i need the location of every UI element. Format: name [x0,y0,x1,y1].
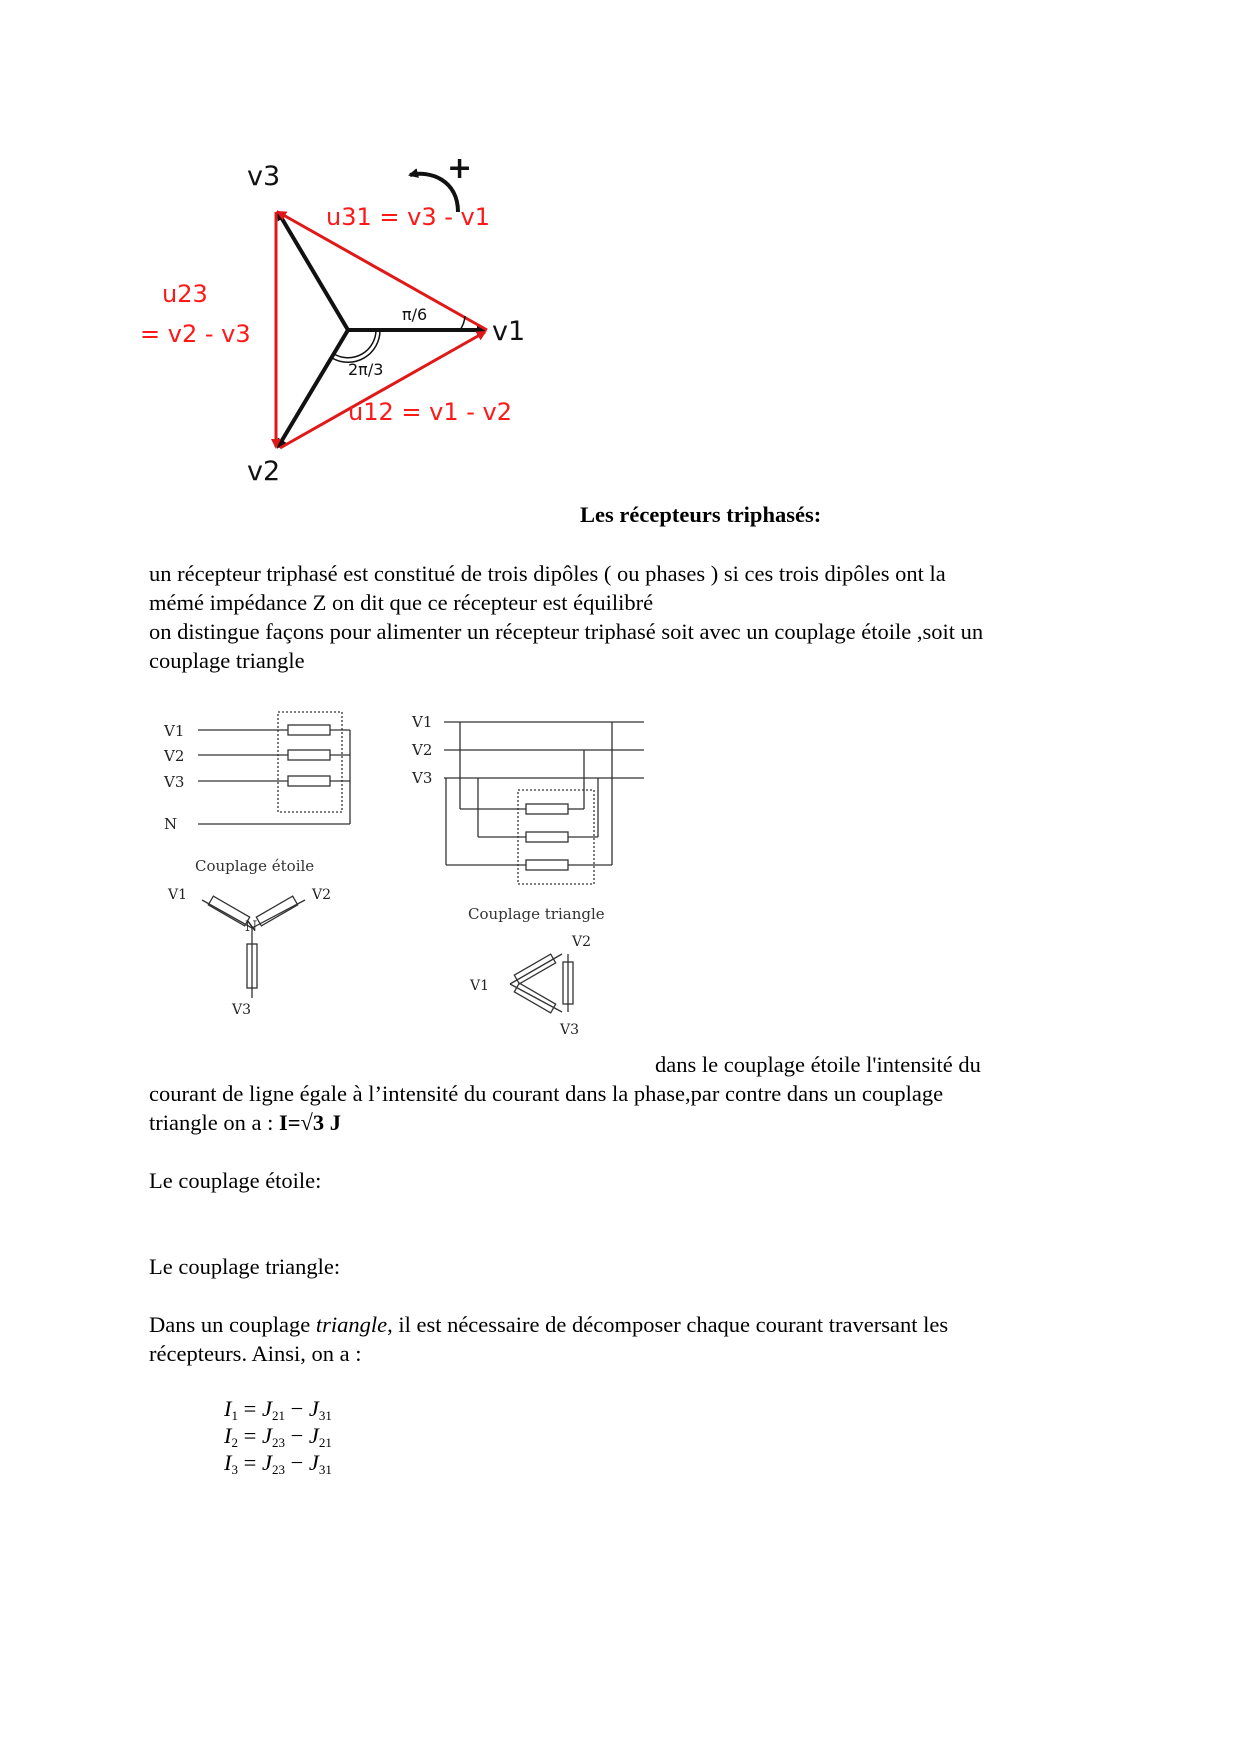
star-caption: Couplage étoile [195,857,315,875]
star-symbol-v3: V3 [232,1002,252,1018]
paragraph-4-emphasis: triangle [315,1312,388,1337]
paragraph-2-line-1: on distingue façons pour alimenter un récepteur triphasé soit avec un couplage étoile ,soit un [149,619,984,644]
label-angle-2pi3: 2π/3 [348,360,384,379]
paragraph-1-line-1: un récepteur triphasé est constitué de trois dipôles ( ou phases ) si ces trois dipôles ont la [149,561,946,586]
angle-arc-pi6 [460,316,465,330]
star-wiring-diagram [160,706,360,1026]
paragraph-1-line-2: mémé impédance Z on dit que ce récepteur est équilibré [149,590,654,615]
star-symbol-n: N [245,919,258,935]
equation-row: $I_1 = J_{21} - J_{31}$ [224,1396,332,1423]
paragraph-4-line-1 [149,1310,948,1339]
paragraph-4-line-1-start: Dans un couplage [149,1312,316,1337]
label-u23: u23 [162,280,208,308]
star-label-v1: V1 [164,722,185,740]
label-u31: u31 = v3 - v1 [326,203,490,231]
label-u23-expr: = v2 - v3 [140,320,251,348]
current-ratio-formula: I=√3 J [278,1110,342,1135]
paragraph-2-line-2: couplage triangle [149,648,305,673]
section-star-title: Le couplage étoile: [149,1168,322,1193]
star-symbol-v2: V2 [312,887,332,903]
delta-symbol-v1: V1 [470,978,490,994]
section-heading: Les récepteurs triphasés: [580,502,822,527]
delta-label-v3: V3 [412,769,433,787]
label-v2: v2 [247,456,281,487]
label-u12: u12 = v1 - v2 [348,398,512,426]
paragraph-3-line-3-text: triangle on a : [149,1110,279,1135]
delta-wiring-diagram [408,706,648,1052]
paragraph-3-line-1: dans le couplage étoile l'intensité du [655,1052,981,1077]
phasor-diagram [140,150,570,490]
label-v3: v3 [247,161,281,192]
paragraph-3-line-2: courant de ligne égale à l’intensité du courant dans la phase,par contre dans un couplage [149,1081,944,1106]
delta-label-v2: V2 [412,741,433,759]
paragraph-3-line-3 [149,1108,341,1137]
star-label-v3: V3 [164,773,185,791]
star-symbol-v1: V1 [168,887,188,903]
label-angle-pi6: π/6 [402,305,428,324]
label-rotation-sign: + [447,151,473,186]
delta-caption: Couplage triangle [468,905,605,923]
label-v1: v1 [492,316,526,347]
paragraph-4-line-2: récepteurs. Ainsi, on a : [149,1341,362,1366]
paragraph-4-line-1-end: , il est nécessaire de décomposer chaque courant traversant les [387,1312,949,1337]
star-label-n: N [164,815,178,833]
section-delta-title: Le couplage triangle: [149,1254,341,1279]
star-label-v2: V2 [164,747,185,765]
equation-row: $I_2 = J_{23} - J_{21}$ [224,1423,332,1450]
delta-symbol-v3: V3 [560,1022,580,1038]
delta-symbol-v2: V2 [572,934,592,950]
delta-label-v1: V1 [412,713,433,731]
equation-row: $I_3 = J_{23} - J_{31}$ [224,1450,332,1477]
